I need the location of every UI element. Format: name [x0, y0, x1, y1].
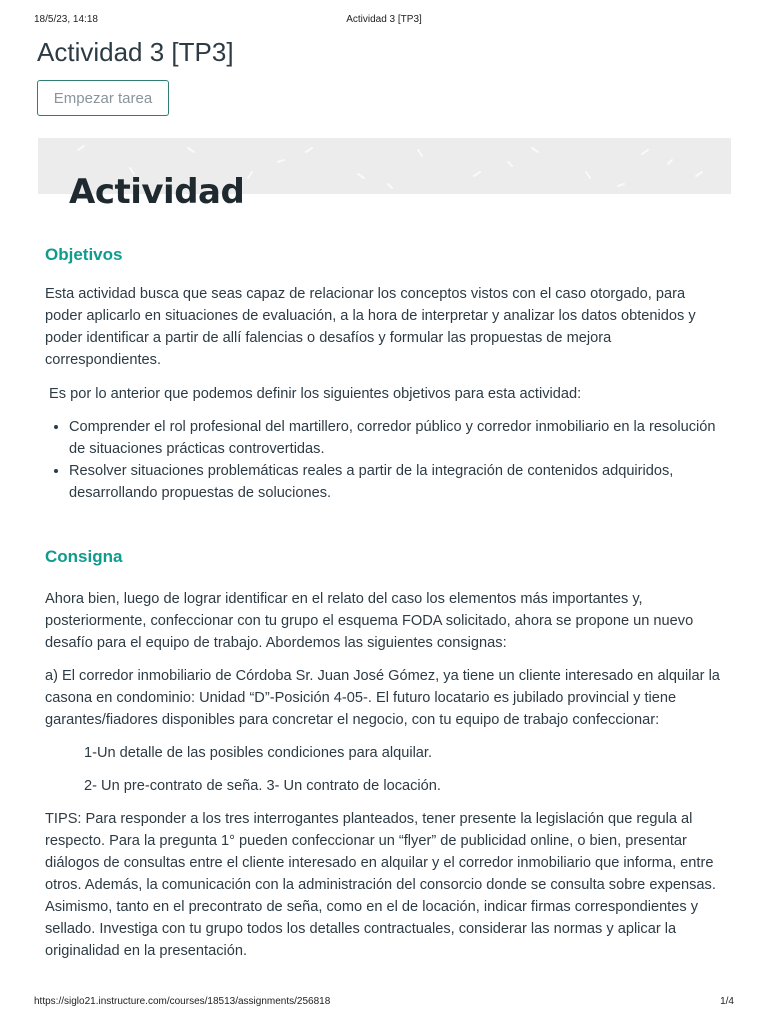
- print-footer: [34, 996, 734, 1010]
- consigna-task-a: a) El corredor inmobiliario de Córdoba Sr. Juan José Gómez, ya tiene un cliente interesado en alquilar la casona en condominio: Unidad “D”-Posición 4-05-. El futuro locatario es jubilado provincial y tiene garantes/fiadores disponibles para concretar el negocio, con tu equipo de trabajo confeccionar:: [45, 668, 720, 728]
- print-page-title: Actividad 3 [TP3]: [346, 14, 422, 25]
- print-datetime: 18/5/23, 14:18: [34, 14, 98, 25]
- banner-title: Actividad: [69, 172, 245, 212]
- consigna-paragraph: Ahora bien, luego de lograr identificar en el relato del caso los elementos más importantes y, posteriormente, confeccionar con tu grupo el esquema FODA solicitado, ahora se propone un nuevo desafío para el equipo de trabajo. Abordemos las siguientes consignas:: [45, 591, 694, 651]
- list-item: • Comprender el rol profesional del martillero, corredor público y corredor inmobiliario en la resolución de situaciones prácticas controvertidas.: [69, 416, 725, 460]
- assignment-content: [45, 244, 725, 962]
- consigna-heading: Consigna: [45, 547, 123, 566]
- print-header: [34, 14, 734, 28]
- consigna-item-1: 1-Un detalle de las posibles condiciones para alquilar.: [84, 745, 433, 761]
- objetivos-list: [45, 416, 725, 504]
- page-title: Actividad 3 [TP3]: [37, 37, 234, 67]
- objetivos-intro: Es por lo anterior que podemos definir los siguientes objetivos para esta actividad:: [49, 386, 582, 402]
- list-item: • Resolver situaciones problemáticas reales a partir de la integración de contenidos adquiridos, desarrollando propuestas de soluciones.: [69, 460, 725, 504]
- objetivos-heading: Objetivos: [45, 245, 123, 264]
- start-task-button[interactable]: Empezar tarea: [37, 80, 169, 116]
- print-url: https://siglo21.instructure.com/courses/18513/assignments/256818: [34, 996, 331, 1007]
- consigna-item-2: 2- Un pre-contrato de seña. 3- Un contrato de locación.: [84, 778, 441, 794]
- objetivos-paragraph: Esta actividad busca que seas capaz de relacionar los conceptos vistos con el caso otorgado, para poder aplicarlo en situaciones de evaluación, a la hora de interpretar y analizar los datos obtenidos y poder identificar a partir de allí falencias o desafíos y formular las propuestas de mejora correspondientes.: [45, 286, 696, 368]
- print-page-number: 1/4: [720, 996, 734, 1007]
- consigna-tips: TIPS: Para responder a los tres interrogantes planteados, tener presente la legislación que regula al respecto. Para la pregunta 1° pueden confeccionar un “flyer” de publicidad online, o bien, presentar diálogos de consultas entre el cliente interesado en alquilar y el corredor inmobiliario que informa, entre otros. Además, la comunicación con la administración del consorcio donde se consulta sobre expensas. Asimismo, tanto en el precontrato de seña, como en el de locación, indicar firmas correspondientes y sellado. Investiga con tu grupo todos los detalles contractuales, considerar las normas y aplicar la originalidad en la presentación.: [45, 811, 716, 959]
